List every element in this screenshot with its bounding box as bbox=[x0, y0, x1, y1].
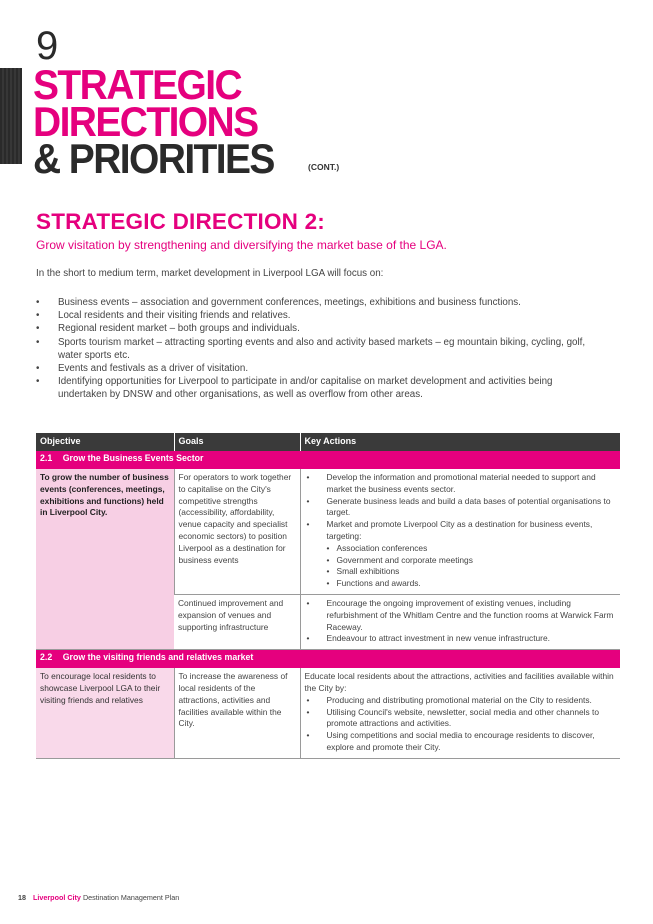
list-item: • Association conferences bbox=[327, 543, 617, 555]
list-item: • Functions and awards. bbox=[327, 578, 617, 590]
strategic-direction-subheading: Grow visitation by strengthening and diversifying the market base of the LGA. bbox=[36, 238, 447, 252]
key-actions-intro: Educate local residents about the attractions, activities and facilities available within the City by: bbox=[304, 671, 614, 693]
table-header-row bbox=[36, 433, 620, 451]
page-title-line-2: DIRECTIONS bbox=[33, 99, 258, 146]
key-actions-cell bbox=[300, 469, 620, 594]
goal-cell: Continued improvement and expansion of venues and supporting infrastructure bbox=[174, 594, 300, 649]
key-actions-cell bbox=[300, 594, 620, 649]
list-item: • Business events – association and government conferences, meetings, exhibitions and business functions. bbox=[36, 296, 596, 309]
list-item: • Small exhibitions bbox=[327, 566, 617, 578]
chapter-number: 9 bbox=[36, 24, 59, 68]
table-row bbox=[36, 469, 620, 594]
list-item: • Sports tourism market – attracting sporting events and also and activity based markets – eg mountain biking, cycling, golf, water sports etc. bbox=[36, 336, 596, 362]
table-row bbox=[36, 668, 620, 758]
page-title-line-3: & PRIORITIES bbox=[33, 136, 274, 183]
footer-doc-title: Destination Management Plan bbox=[82, 893, 180, 902]
goal-cell: To increase the awareness of local residents of the attractions, activities and facilities available within the City. bbox=[174, 668, 300, 758]
objectives-table bbox=[36, 433, 620, 759]
focus-bullet-list bbox=[36, 296, 596, 402]
section-number: 2.1 bbox=[40, 453, 53, 463]
list-item: • Government and corporate meetings bbox=[327, 555, 617, 567]
list-item: • Encourage the ongoing improvement of existing venues, including refurbishment of the Whitlam Centre and the function rooms at Warwick Farm Raceway. bbox=[305, 598, 617, 633]
strategic-direction-heading: STRATEGIC DIRECTION 2: bbox=[36, 209, 325, 234]
section-number: 2.2 bbox=[40, 652, 53, 663]
list-item: • Generate business leads and build a data bases of potential organisations to target. bbox=[305, 496, 617, 520]
column-header-key-actions: Key Actions bbox=[300, 433, 620, 451]
intro-paragraph: In the short to medium term, market development in Liverpool LGA will focus on: bbox=[36, 268, 384, 279]
column-header-goals: Goals bbox=[174, 433, 300, 451]
footer-city: Liverpool City bbox=[33, 893, 81, 902]
list-item: • Identifying opportunities for Liverpool to participate in and/or capitalise on market development and activities being undertaken by DNSW and other organisations, as well as overflow from other areas. bbox=[36, 375, 596, 401]
list-item: • Producing and distributing promotional material on the City to residents. bbox=[305, 695, 617, 707]
page-footer bbox=[18, 893, 179, 902]
section-row-2-2 bbox=[36, 650, 620, 669]
sidebar-decor-bar bbox=[0, 68, 22, 164]
list-item: • Events and festivals as a driver of visitation. bbox=[36, 362, 596, 375]
list-item: • Local residents and their visiting friends and relatives. bbox=[36, 309, 596, 322]
list-item-text: Market and promote Liverpool City as a destination for business events, targeting: bbox=[326, 519, 593, 541]
list-item: • Develop the information and promotional material needed to support and market the business events sector. bbox=[305, 472, 617, 496]
section-title: Grow the Business Events Sector bbox=[62, 453, 204, 463]
page-number: 18 bbox=[18, 893, 26, 902]
section-row-2-1 bbox=[36, 451, 620, 469]
key-actions-cell bbox=[300, 668, 620, 758]
list-item: • Utilising Council's website, newsletter, social media and other channels to promote attractions and activities. bbox=[305, 707, 617, 731]
page-title-line-1: STRATEGIC bbox=[33, 62, 242, 109]
column-header-objective: Objective bbox=[36, 433, 174, 451]
title-continued-label: (CONT.) bbox=[308, 162, 340, 172]
target-list bbox=[327, 543, 617, 590]
list-item: • Regional resident market – both groups and individuals. bbox=[36, 322, 596, 335]
goal-cell: For operators to work together to capitalise on the City's competitive strengths (accessibility, affordability, venue capacity and specialist economic sectors) to position Liverpool as a destination for business events bbox=[174, 469, 300, 594]
objective-cell: To grow the number of business events (conferences, meetings, exhibitions and functions) held in Liverpool City. bbox=[36, 469, 174, 650]
list-item: • Endeavour to attract investment in new venue infrastructure. bbox=[305, 633, 617, 645]
list-item: • Using competitions and social media to encourage residents to discover, explore and promote their City. bbox=[305, 730, 617, 754]
list-item bbox=[305, 519, 617, 590]
section-title: Grow the visiting friends and relatives market bbox=[62, 652, 254, 663]
objective-cell: To encourage local residents to showcase Liverpool LGA to their visiting friends and relatives bbox=[36, 668, 174, 758]
